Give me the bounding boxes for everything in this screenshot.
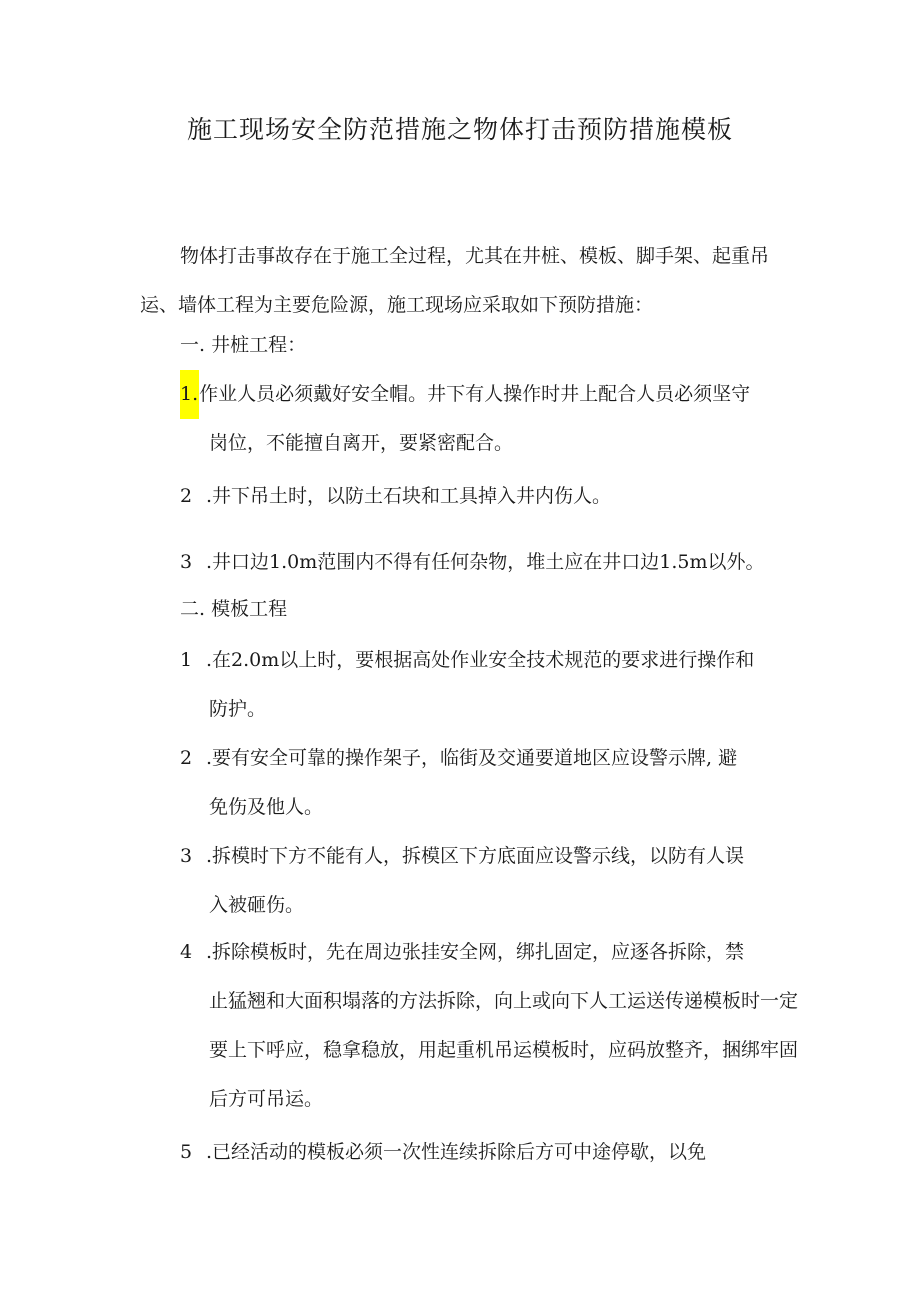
- item-text-continuation: 止猛翘和大面积塌落的方法拆除，向上或向下人工运送传递模板时一定要上下呼应，稳拿稳放，用起重机吊运模板时，应码放整齐，捆绑牢固后方可吊运。: [209, 990, 799, 1110]
- item-text-continuation: 入被砸伤。: [209, 894, 305, 916]
- list-item: [180, 538, 800, 587]
- list-item: [180, 370, 800, 468]
- list-item: [180, 734, 800, 832]
- list-item: [180, 832, 800, 930]
- intro-paragraph: 物体打击事故存在于施工全过程，尤其在井桩、模板、脚手架、起重吊运、墙体工程为主要危险源，施工现场应采取如下预防措施：: [140, 245, 770, 316]
- item-number: 4: [180, 941, 193, 963]
- item-number: 5: [180, 1141, 193, 1163]
- item-text-continuation: 免伤及他人。: [209, 796, 324, 818]
- item-text: .要有安全可靠的操作架子，临街及交通要道地区应设警示牌, 避: [206, 747, 738, 769]
- list-item: [180, 1128, 800, 1177]
- item-text: .拆模时下方不能有人，拆模区下方底面应设警示线，以防有人误: [206, 845, 745, 867]
- item-text-continuation: 岗位，不能擅自离开，要紧密配合。: [209, 432, 514, 454]
- section-heading-formwork: 二. 模板工程: [180, 598, 288, 620]
- item-number: 3: [180, 551, 193, 573]
- item-number: 3: [180, 845, 193, 867]
- item-text: .拆除模板时，先在周边张挂安全网，绑扎固定，应逐各拆除，禁: [206, 941, 745, 963]
- item-number: 2: [180, 485, 193, 507]
- item-text: .在2.0m以上时，要根据高处作业安全技术规范的要求进行操作和: [206, 649, 755, 671]
- item-number-highlighted: 1.: [180, 370, 199, 419]
- item-text: .已经活动的模板必须一次性连续拆除后方可中途停歇，以免: [206, 1141, 707, 1163]
- item-text: .井口边1.0m范围内不得有任何杂物，堆土应在井口边1.5m以外。: [206, 551, 765, 573]
- list-item: [180, 928, 800, 1124]
- item-text: 作业人员必须戴好安全帽。井下有人操作时井上配合人员必须坚守: [199, 383, 751, 405]
- item-number: 2: [180, 747, 193, 769]
- item-number: 1: [180, 649, 193, 671]
- list-item: [180, 636, 800, 734]
- list-item: [180, 472, 800, 521]
- document-title: 施工现场安全防范措施之物体打击预防措施模板: [186, 115, 733, 144]
- section-heading-well-pile: 一. 井桩工程：: [180, 334, 307, 356]
- item-text-continuation: 防护。: [209, 698, 267, 720]
- item-text: .井下吊土时，以防土石块和工具掉入井内伤人。: [206, 485, 612, 507]
